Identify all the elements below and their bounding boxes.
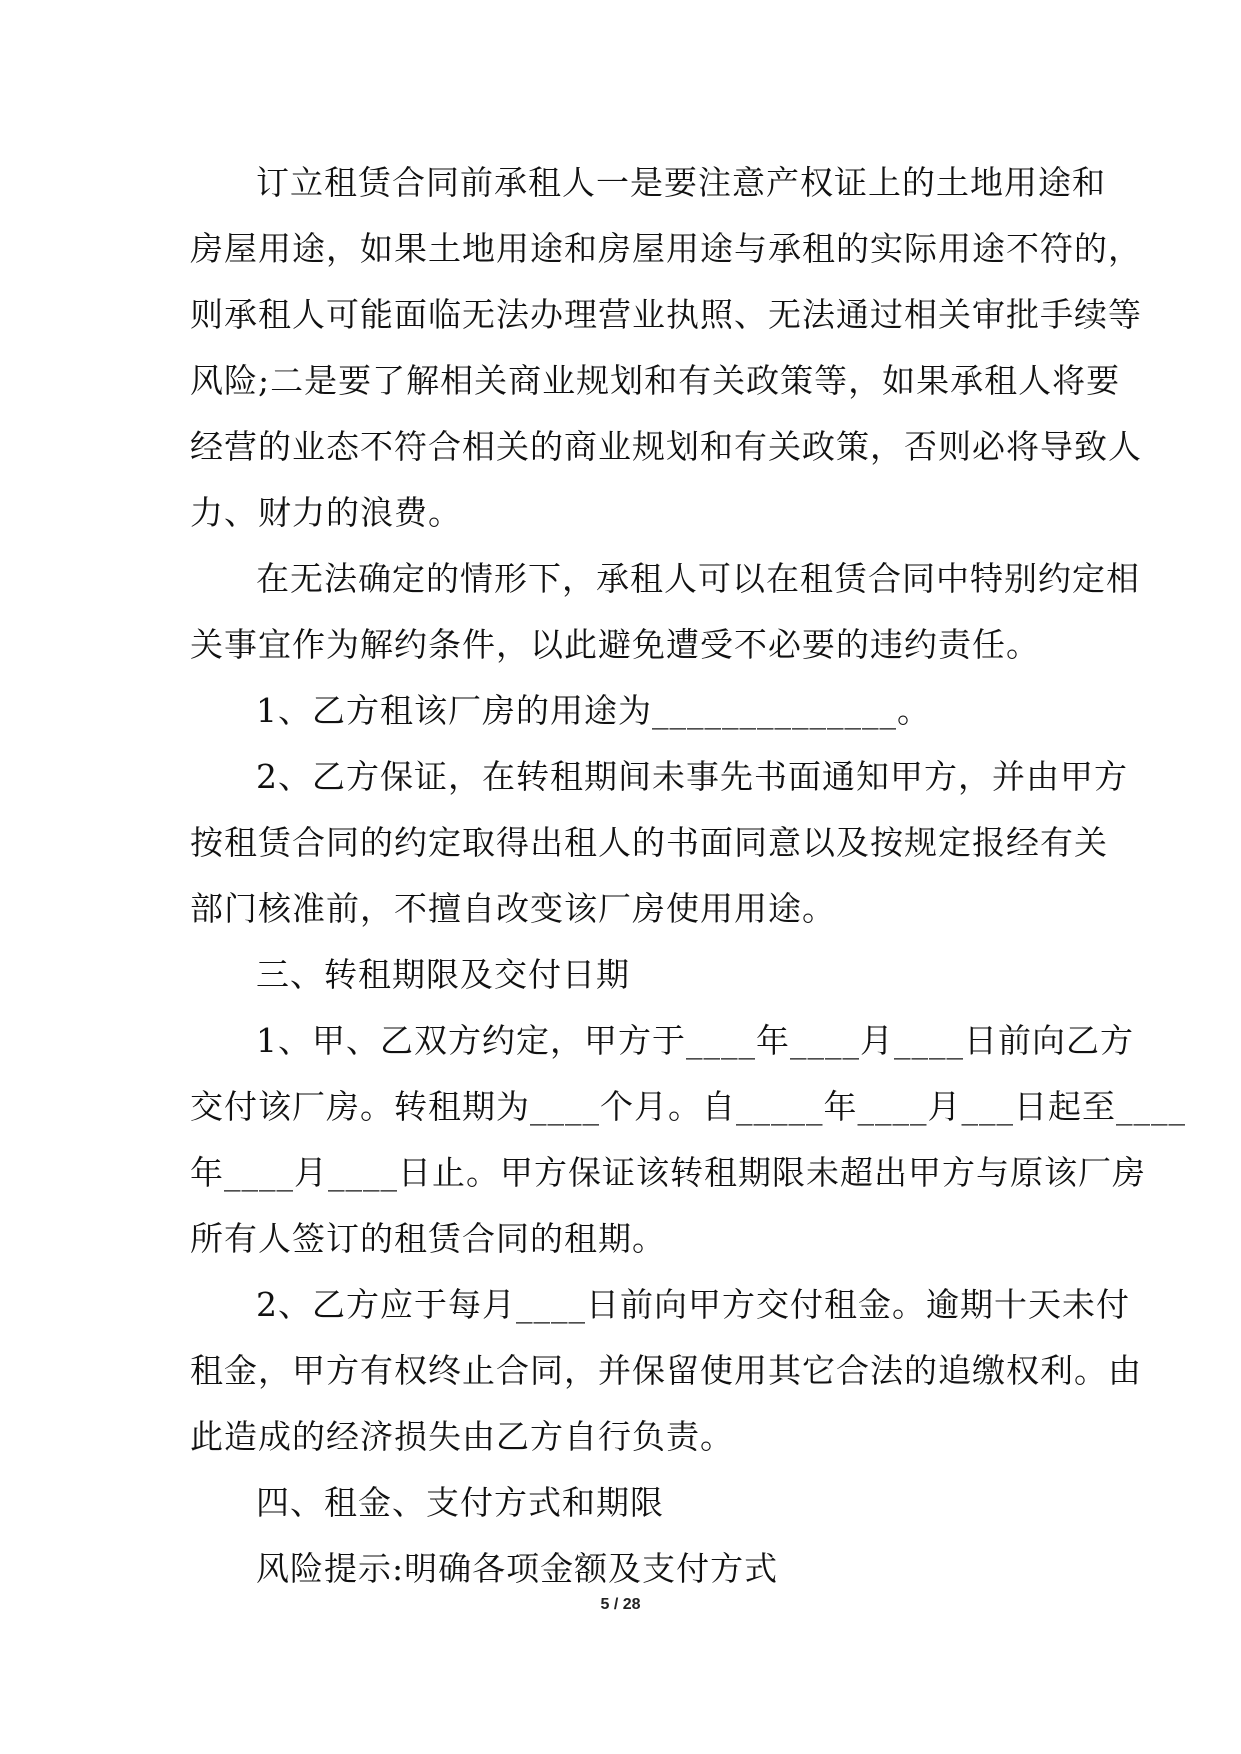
document-body [190, 150, 1186, 1602]
text-line: 所有人签订的租赁合同的租期。 [190, 1219, 666, 1258]
clause-usage-guarantee [190, 744, 1128, 942]
clause-rent-payment [190, 1272, 1142, 1470]
text-line: 风险提示:明确各项金额及支付方式 [256, 1549, 779, 1588]
text-line: 年____月____日止。甲方保证该转租期限未超出甲方与原该厂房 [190, 1153, 1146, 1192]
text-line: 关事宜作为解约条件，以此避免遭受不必要的违约责任。 [190, 625, 1040, 664]
text-line: 房屋用途，如果土地用途和房屋用途与承租的实际用途不符的， [190, 229, 1142, 268]
risk-note [190, 1536, 1060, 1602]
section-heading-rent-payment [190, 1470, 1060, 1536]
section-heading: 三、转租期限及交付日期 [256, 955, 630, 994]
text-line: 租金，甲方有权终止合同，并保留使用其它合法的追缴权利。由 [190, 1351, 1142, 1390]
text-line: 在无法确定的情形下，承租人可以在租赁合同中特别约定相 [256, 559, 1140, 598]
text-line: 交付该厂房。转租期为____个月。自_____年____月___日起至____ [190, 1087, 1186, 1126]
text-line: 按租赁合同的约定取得出租人的书面同意以及按规定报经有关 [190, 823, 1108, 862]
clause-delivery-date [190, 1008, 1186, 1272]
text-line: 1、甲、乙双方约定，甲方于____年____月____日前向乙方 [256, 1021, 1134, 1060]
text-line: 2、乙方保证，在转租期间未事先书面通知甲方，并由甲方 [256, 757, 1128, 796]
text-line: 则承租人可能面临无法办理营业执照、无法通过相关审批手续等 [190, 295, 1142, 334]
text-line: 经营的业态不符合相关的商业规划和有关政策，否则必将导致人 [190, 427, 1142, 466]
paragraph-termination-conditions [190, 546, 1140, 678]
section-heading-term-delivery [190, 942, 1060, 1008]
text-line: 此造成的经济损失由乙方自行负责。 [190, 1417, 734, 1456]
text-line: 订立租赁合同前承租人一是要注意产权证上的土地用途和 [256, 163, 1106, 202]
text-line: 1、乙方租该厂房的用途为______________。 [256, 691, 931, 730]
page-number: 5 / 28 [600, 1596, 641, 1613]
text-line: 部门核准前，不擅自改变该厂房使用用途。 [190, 889, 836, 928]
text-line: 风险;二是要了解相关商业规划和有关政策等，如果承租人将要 [190, 361, 1121, 400]
paragraph-risk-land-use [190, 150, 1142, 546]
section-heading: 四、租金、支付方式和期限 [256, 1483, 664, 1522]
clause-usage-purpose [190, 678, 1060, 744]
text-line: 力、财力的浪费。 [190, 493, 462, 532]
text-line: 2、乙方应于每月____日前向甲方交付租金。逾期十天未付 [256, 1285, 1130, 1324]
